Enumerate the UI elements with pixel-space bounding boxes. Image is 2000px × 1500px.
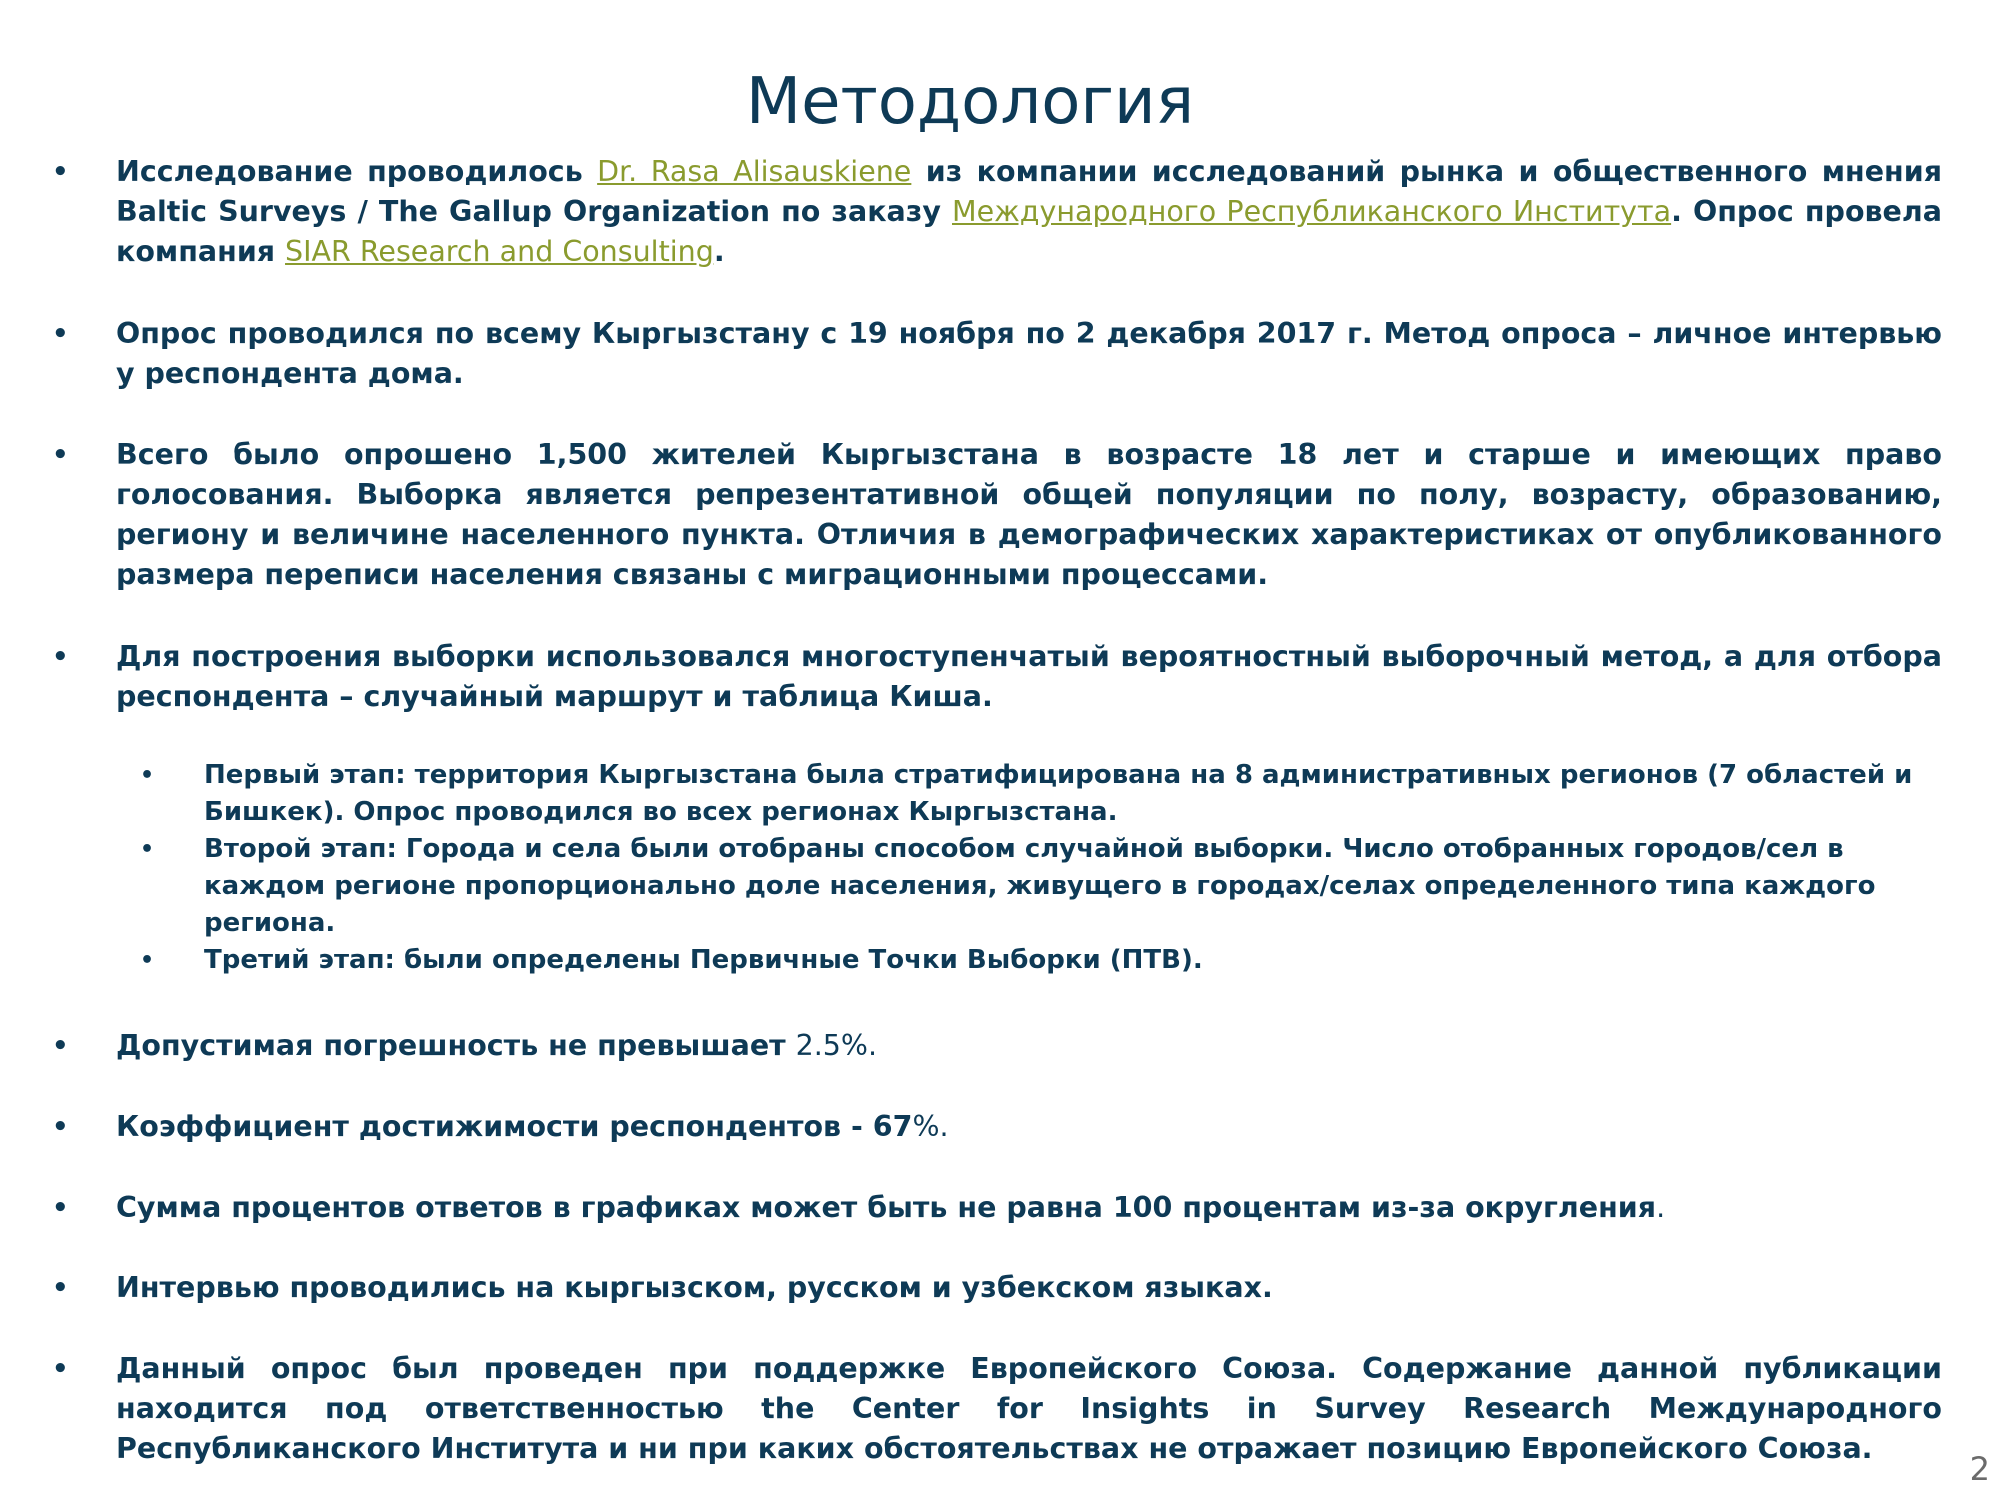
sub-bullet-marker: • bbox=[140, 837, 155, 862]
stage-3-text: Третий этап: были определены Первичные Точки Выборки (ПТВ). bbox=[204, 945, 1203, 975]
eu-disclaimer-paragraph: Данный опрос был проведен при поддержке Европейского Союза. Содержание данной публикации находится под ответственностью the Center for Insights in Survey Research Международного Республиканского Института и ни при каких обстоятельствах не отражает позицию Европейского Союза. bbox=[116, 1352, 1942, 1465]
sample-paragraph: Всего было опрошено 1,500 жителей Кыргызстана в возрасте 18 лет и старше и имеющих право голосования. Выборка является репрезентативной общей популяции по полу, возрасту, образованию, региону и величине населенного пункта. Отличия в демографических характеристиках от опубликованного размера переписи населения связаны с миграционными процессами. bbox=[116, 438, 1942, 591]
text-fragment: Исследование проводилось bbox=[116, 155, 598, 188]
languages-paragraph: Интервью проводились на кыргызском, русском и узбекском языках. bbox=[116, 1271, 1273, 1304]
text-fragment: . bbox=[713, 235, 725, 268]
bullet-marker: • bbox=[52, 642, 69, 672]
period-paragraph: Опрос проводился по всему Кыргызстану с 19 ноября по 2 декабря 2017 г. Метод опроса – личное интервью у респондента дома. bbox=[116, 317, 1942, 390]
page-number: 2 bbox=[1969, 1450, 1990, 1488]
sub-bullet-marker: • bbox=[140, 948, 155, 973]
error-margin-paragraph bbox=[116, 1026, 1942, 1066]
link-iri[interactable]: Международного Республиканского Института bbox=[952, 195, 1672, 228]
text-fragment: Коэффициент достижимости респондентов - 67 bbox=[116, 1110, 913, 1143]
bullet-marker: • bbox=[52, 1112, 69, 1142]
rounding-suffix: . bbox=[1656, 1191, 1666, 1224]
research-paragraph bbox=[116, 152, 1942, 272]
bullet-marker: • bbox=[52, 1273, 69, 1303]
rounding-paragraph bbox=[116, 1188, 1942, 1228]
text-fragment: Сумма процентов ответов в графиках может быть не равна 100 процентам из-за округления bbox=[116, 1191, 1657, 1224]
response-rate-suffix: %. bbox=[912, 1110, 949, 1143]
text-fragment: Допустимая погрешность не превышает bbox=[116, 1029, 796, 1062]
bullet-marker: • bbox=[52, 1193, 69, 1223]
sampling-method-paragraph: Для построения выборки использовался многоступенчатый вероятностный выборочный метод, а для отбора респондента – случайный маршрут и таблица Киша. bbox=[116, 640, 1942, 713]
link-rasa-alisauskiene[interactable]: Dr. Rasa Alisauskiene bbox=[597, 155, 912, 188]
stage-2-text: Второй этап: Города и села были отобраны способом случайной выборки. Число отобранных городов/сел в каждом регионе пропорционально доле населения, живущего в городах/селах определенного типа каждого региона. bbox=[204, 834, 1876, 938]
response-rate-paragraph bbox=[116, 1107, 1942, 1147]
bullet-marker: • bbox=[52, 319, 69, 349]
page-title: Методология bbox=[745, 65, 1195, 139]
bullet-marker: • bbox=[52, 157, 69, 187]
error-margin-value: 2.5%. bbox=[795, 1029, 878, 1062]
bullet-marker: • bbox=[52, 440, 69, 470]
sub-bullet-marker: • bbox=[140, 763, 155, 788]
text-fragment: . Опрос провела компания bbox=[116, 195, 1942, 268]
bullet-marker: • bbox=[52, 1031, 69, 1061]
bullet-marker: • bbox=[52, 1354, 69, 1384]
text-fragment: из компании исследований рынка и общественного мнения Baltic Surveys / The Gallup Organization по заказу bbox=[116, 155, 1943, 228]
stage-1-text: Первый этап: территория Кыргызстана была стратифицирована на 8 административных регионов (7 областей и Бишкек). Опрос проводился во всех регионах Кыргызстана. bbox=[204, 760, 1913, 827]
link-siar[interactable]: SIAR Research and Consulting bbox=[285, 235, 714, 268]
